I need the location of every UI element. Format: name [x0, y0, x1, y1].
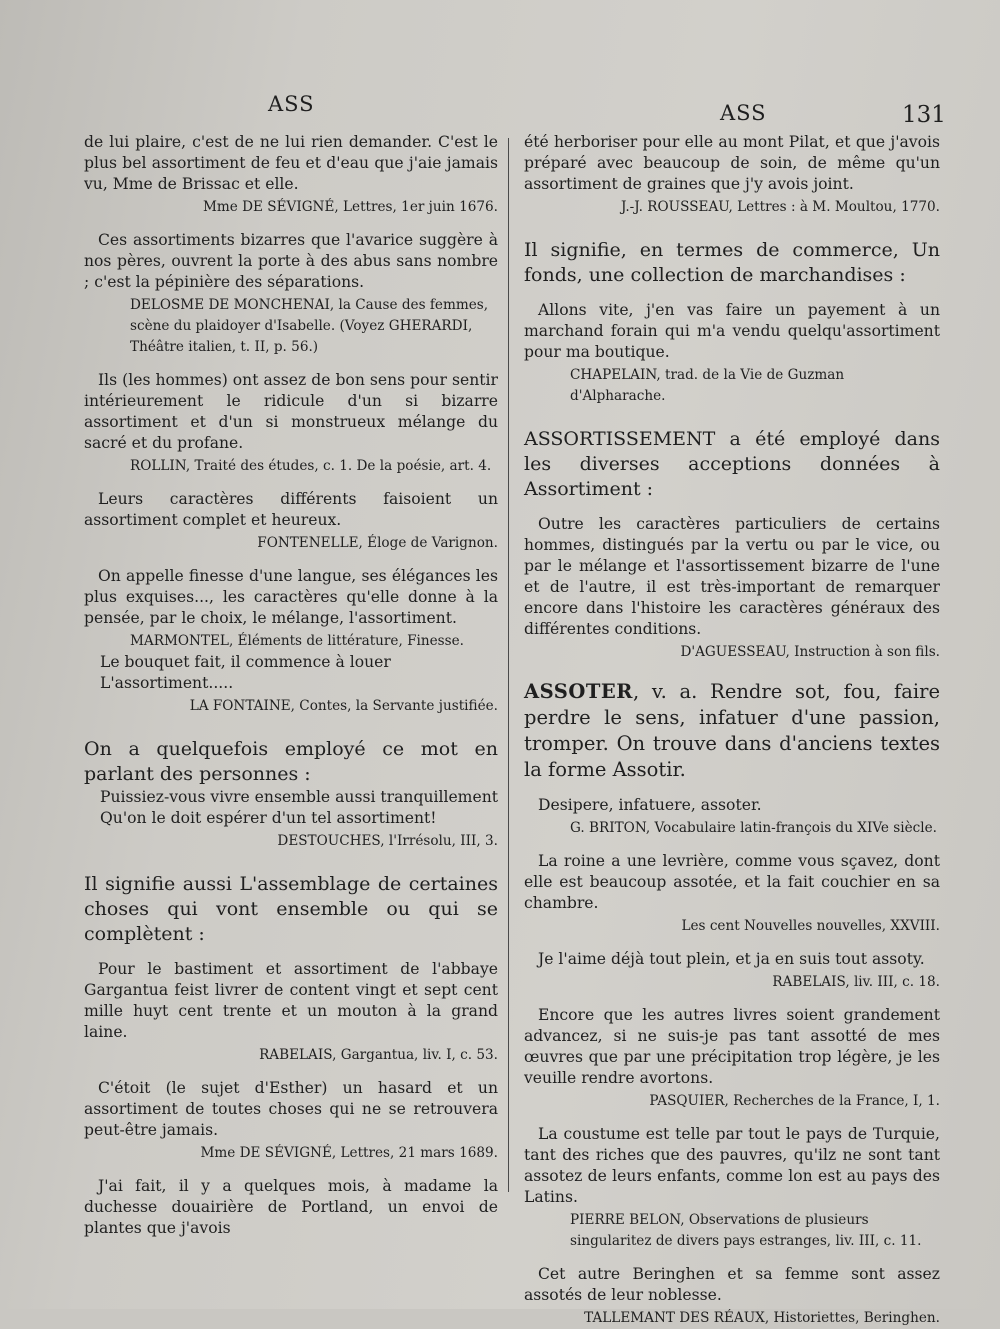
- entry-definition: , v. a. Rendre sot, fou, faire perdre le sens, infatuer d'une passion, tromper. On trouve dans d'anciens textes la forme Assotir.: [524, 680, 940, 781]
- quotation: Leurs caractères différents faisoient un assortiment complet et heureux.: [84, 490, 498, 529]
- citation-source: PASQUIER, Recherches de la France, I, 1.: [649, 1093, 940, 1109]
- citation-source: Mme DE SÉVIGNÉ, Lettres, 21 mars 1689.: [200, 1145, 498, 1161]
- quotation: Je l'aime déjà tout plein, et ja en suis tout assoty.: [538, 950, 925, 968]
- quotation: La coustume est telle par tout le pays de Turquie, tant des riches que des pauvres, qu'ilz ne sont tant assotez de leurs enfants, comme lon est au pays des Latins.: [524, 1125, 940, 1206]
- citation-source: RABELAIS, liv. III, c. 18.: [772, 974, 940, 990]
- citation-source: D'AGUESSEAU, Instruction à son fils.: [680, 644, 940, 660]
- citation-source: G. BRITON, Vocabulaire latin-françois du XIVe siècle.: [570, 820, 937, 836]
- quotation: Encore que les autres livres soient grandement advancez, si ne suis-je pas tant assotté de mes œuvres que par une précipitation trop légère, je les veuille rendre avortons.: [524, 1006, 940, 1087]
- right-column: [524, 132, 940, 1329]
- citation-source: FONTENELLE, Éloge de Varignon.: [257, 535, 498, 551]
- quotation: C'étoit (le sujet d'Esther) un hasard et un assortiment de toutes choses qui ne se retrouvera peut-être jamais.: [84, 1079, 498, 1139]
- citation-source: Les cent Nouvelles nouvelles, XXVIII.: [681, 918, 940, 934]
- page-number: 131: [902, 102, 946, 128]
- quotation: Outre les caractères particuliers de certains hommes, distingués par la vertu ou par le vice, ou par le mélange et l'assortissement bizarre de l'une et de l'autre, il est très-important de remarquer encore dans l'histoire les caractères généraux des différentes conditions.: [524, 515, 940, 638]
- quotation: La roine a une levrière, comme vous sçavez, dont elle est beaucoup assotée, et la fait couchier en sa chambre.: [524, 852, 940, 912]
- sense-heading: Il signifie, en termes de commerce, Un fonds, une collection de marchandises :: [524, 239, 940, 286]
- citation-source: LA FONTAINE, Contes, la Servante justifiée.: [189, 698, 498, 714]
- quotation: Ils (les hommes) ont assez de bon sens pour sentir intérieurement le ridicule d'un si bizarre assortiment et d'un si monstrueux mélange du sacré et du profane.: [84, 371, 498, 452]
- quotation: J'ai fait, il y a quelques mois, à madame la duchesse douairière de Portland, un envoi de plantes que j'avois: [84, 1177, 498, 1237]
- quotation: Pour le bastiment et assortiment de l'abbaye Gargantua feist livrer de content vingt et sept cent mille huyt cent trente et un mouton à la grand laine.: [84, 960, 498, 1041]
- left-column: [84, 132, 498, 1239]
- citation-source: ROLLIN, Traité des études, c. 1. De la poésie, art. 4.: [130, 458, 492, 474]
- verse-line: Le bouquet fait, il commence à louer: [100, 653, 391, 671]
- column-rule: [508, 138, 509, 1192]
- citation-source: DELOSME DE MONCHENAI, la Cause des femmes, scène du plaidoyer d'Isabelle. (Voyez GHERARDI, Théâtre italien, t. II, p. 56.): [130, 297, 489, 355]
- verse-line: Qu'on le doit espérer d'un tel assortiment!: [100, 809, 437, 827]
- quotation: Desipere, infatuere, assoter.: [538, 796, 762, 814]
- entry-headword: ASSOTER: [524, 680, 633, 703]
- verse-line: L'assortiment.....: [100, 674, 234, 692]
- citation-source: J.-J. ROUSSEAU, Lettres : à M. Moultou, 1770.: [620, 199, 940, 215]
- sense-heading: ASSORTISSEMENT a été employé dans les diverses acceptions données à Assortiment :: [524, 428, 940, 500]
- citation-source: TALLEMANT DES RÉAUX, Historiettes, Beringhen.: [584, 1310, 940, 1326]
- quotation: Ces assortiments bizarres que l'avarice suggère à nos pères, ouvrent la porte à des abus sans nombre ; c'est la pépinière des séparations.: [84, 231, 498, 291]
- citation-source: RABELAIS, Gargantua, liv. I, c. 53.: [259, 1047, 498, 1063]
- quotation: On appelle finesse d'une langue, ses élégances les plus exquises..., les caractères qu'elle donne à la pensée, par le choix, le mélange, l'assortiment.: [84, 567, 498, 627]
- citation-source: DESTOUCHES, l'Irrésolu, III, 3.: [277, 833, 498, 849]
- citation-source: PIERRE BELON, Observations de plusieurs singularitez de divers pays estranges, liv. III, c. 11.: [570, 1212, 922, 1249]
- sense-heading: Il signifie aussi L'assemblage de certaines choses qui vont ensemble ou qui se complètent :: [84, 873, 498, 945]
- citation-source: MARMONTEL, Éléments de littérature, Finesse.: [130, 633, 464, 649]
- quotation: Cet autre Beringhen et sa femme sont assez assotés de leur noblesse.: [524, 1265, 940, 1304]
- running-head-right: ASS: [720, 101, 767, 125]
- quotation: de lui plaire, c'est de ne lui rien demander. C'est le plus bel assortiment de feu et d'eau que j'aie jamais vu, Mme de Brissac et elle.: [84, 133, 498, 193]
- quotation: Allons vite, j'en vas faire un payement à un marchand forain qui m'a vendu quelqu'assortiment pour ma boutique.: [524, 301, 940, 361]
- running-head-left: ASS: [268, 92, 315, 116]
- sense-heading: On a quelquefois employé ce mot en parlant des personnes :: [84, 738, 498, 785]
- citation-source: CHAPELAIN, trad. de la Vie de Guzman d'Alpharache.: [570, 367, 845, 404]
- quotation: été herboriser pour elle au mont Pilat, et que j'avois préparé avec beaucoup de soin, de même qu'un assortiment de graines que j'y avois joint.: [524, 133, 940, 193]
- verse-line: Puissiez-vous vivre ensemble aussi tranquillement: [100, 788, 499, 806]
- dictionary-entry: [524, 679, 940, 783]
- citation-source: Mme DE SÉVIGNÉ, Lettres, 1er juin 1676.: [202, 199, 498, 215]
